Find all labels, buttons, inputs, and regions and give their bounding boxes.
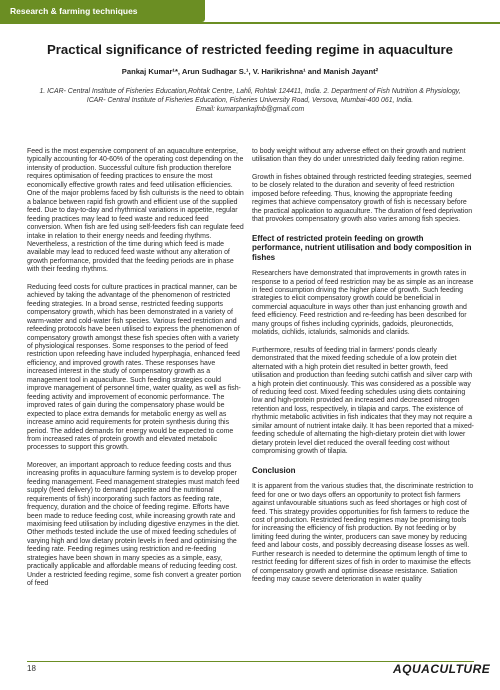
- affiliation-text: 1. ICAR- Central Institute of Fisheries Education,Rohtak Centre, Lahli, Rohtak 124411, India. 2. Department of Fish Nutrition & Physiology, ICAR- Central Institute of Fisheries Education, Fisheries University Road, Versova, Mumbai-400 061, India.: [39, 88, 461, 104]
- paragraph: Moreover, an important approach to reduce feeding costs and thus increasing profits in aquaculture farming system is to develop proper feeding management. Feed management strategies must match feed supply (feed delivery) to demand (appetite and the nutritional requirements of fish) incorporating such factors as feeding rate, frequency, duration and the choice of feeding regime. Efforts have been made to reduce feeding cost, while increasing growth rate and maximising feed utilisation by including digestive enzymes in the diet. Other methods tested include the use of mixed feeding schedules of varying high and low dietary protein levels in feed and optimising the feeding rate. Feeding regimes using restriction and re-feeding strategies have been shown in many species as a simple, easy, practically applicable and affordable means of reducing feeding cost. Under a restricted feeding regime, some fish convert a greater portion of feed: [27, 461, 242, 588]
- section-tab: Research & farming techniques: [0, 0, 205, 22]
- article-title: Practical significance of restricted feeding regime in aquaculture: [46, 42, 453, 57]
- paragraph: Feed is the most expensive component of an aquaculture enterprise, typically accounting for 40-60% of the operating cost depending on the intensity of production. Successful culture fish production therefore requires optimisation of feeding practices to ensure the most economically effective growth rates and feed utilisation efficiencies. One of the major problems faced by fish culturists is the need to obtain a balance between rapid fish growth and efficient use of the supplied feed. Due to day-to-day and rhythmical variations in appetite, regular feeding practices may lead to feed waste and reduced feed conversion. When fish are fed using self-feeders fish can regulate feed intake in relation to their energy needs and feeding rhythms. Nevertheless, a restriction of the time during which feed is made available may lead to reduced feed waste without any alteration of growth performance, provided that the feeding periods are in phase with their feeding rhythms.: [27, 148, 244, 274]
- affiliation-block: [30, 87, 470, 114]
- section-heading-conclusion: Conclusion: [252, 465, 296, 475]
- article-authors: Pankaj Kumar¹*, Arun Sudhagar S.¹, V. Harikrishna¹ and Manish Jayant²: [121, 67, 379, 76]
- magazine-logo: AQUACULTURE: [393, 662, 491, 676]
- paragraph: Researchers have demonstrated that improvements in growth rates in response to a period of feed restriction may be as simple as an increase in feed consumption driving the higher plane of growth. Such feeding strategies to elicit compensatory growth could be beneficial in commercial aquaculture in ways other than just enhancing growth and feed efficiency. Feed restriction and re-feeding has been described for many groups of fishes including cyprinids, gadoids, pleuronectids, molatids, cichlids, ictalurids, salmonids and clariids.: [252, 270, 474, 337]
- paragraph: Growth in fishes obtained through restricted feeding strategies, seemed to be closely related to the duration and severity of feed restriction imposed before refeeding. Thus, knowing the appropriate feeding regimes that achieve compensatory growth of fish is necessary before the practical application to aquaculture. The duration of feed deprivation that provokes compensatory growth also varies among fish species.: [252, 173, 473, 224]
- paragraph: to body weight without any adverse effect on their growth and nutrient utilisation than they do under unrestricted daily feeding ration regime.: [252, 148, 466, 164]
- paragraph: Reducing feed costs for culture practices in practical manner, can be achieved by taking the advantage of the phenomenon of restricted feeding strategies. In a broad sense, restricted feeding supports compensatory growth, which has been demonstrated in a variety of warm-water and cold-water fish species. Various feed restriction and refeeding protocols have been utilised to express the phenomenon of compensatory growth amongst these fish species often with a variety of physiological responses. Some responses to the period of feed restriction upon refeeding have included hyperphagia, enhanced feed efficiency, and improved growth rates. These responses have increased interest in the study of compensatory growth as a management tool in aquaculture. Such feeding strategies could improve management of personnel time, water quality, as well as fish-feeding activity and improvement of economic performance. The improved rates of gain during the compensatory phase would be expected to place extra demands for metabolic energy as well as increase amino acid requirements for protein synthesis during this period. The added demands for energy would be expected to come from increased rates of protein growth and elevated metabolic processes to support this growth.: [27, 283, 241, 452]
- paragraph: It is apparent from the various studies that, the discriminate restriction to feed for one or two days offers an opportunity to protect fish farmers against unfavourable situations such as feed shortages or high cost of feed. This strategy provides opportunities for fish farmers to reduce the cost of production. Restricted feeding regimes may be promising tools for increasing the efficiency of fish production. By not feeding or by limiting feed during the winter, producers can save money by reducing feed and labour costs, and possibly decreasing disease losses as well. Further research is needed to determine the optimum length of time to restrict feeding for different sizes of fish in order to maximise the effects of compensatory growth and optimise disease resistance. Satiation feeding may cause severe deterioration in water quality: [252, 483, 474, 584]
- page-number: 18: [27, 664, 36, 673]
- section-heading: Effect of restricted protein feeding on growth performance, nutrient utilisation and body composition in fishes: [252, 233, 472, 262]
- header-rule: [0, 22, 500, 24]
- left-column: [27, 148, 245, 598]
- author-email: Email: kumarpankajfnb@gmail.com: [195, 106, 305, 113]
- paragraph: Furthermore, results of feeding trial in farmers' ponds clearly demonstrated that the mixed feeding schedule of a low protein diet alternated with a high protein diet resulted in better growth, feed utilisation and production than feeding sutchi catfish and silver carp with a high protein diet continuously. This was considered as a possible way of reducing feed cost. Mixed feeding schedules using diets containing low and high-protein provided an increased and decreased nitrogen retention and loss, respectively, in tilapia and carps. The existence of rhythmic metabolic activities in fish indicates that they may not require a similar amount of nutrient intake daily. It has been reported that a mixed-feeding schedule of alternating the high-dietary protein diet with lower dietary protein level diet reduced the overall feeding cost without compromising growth of tilapia.: [252, 346, 474, 456]
- right-column: [252, 148, 474, 594]
